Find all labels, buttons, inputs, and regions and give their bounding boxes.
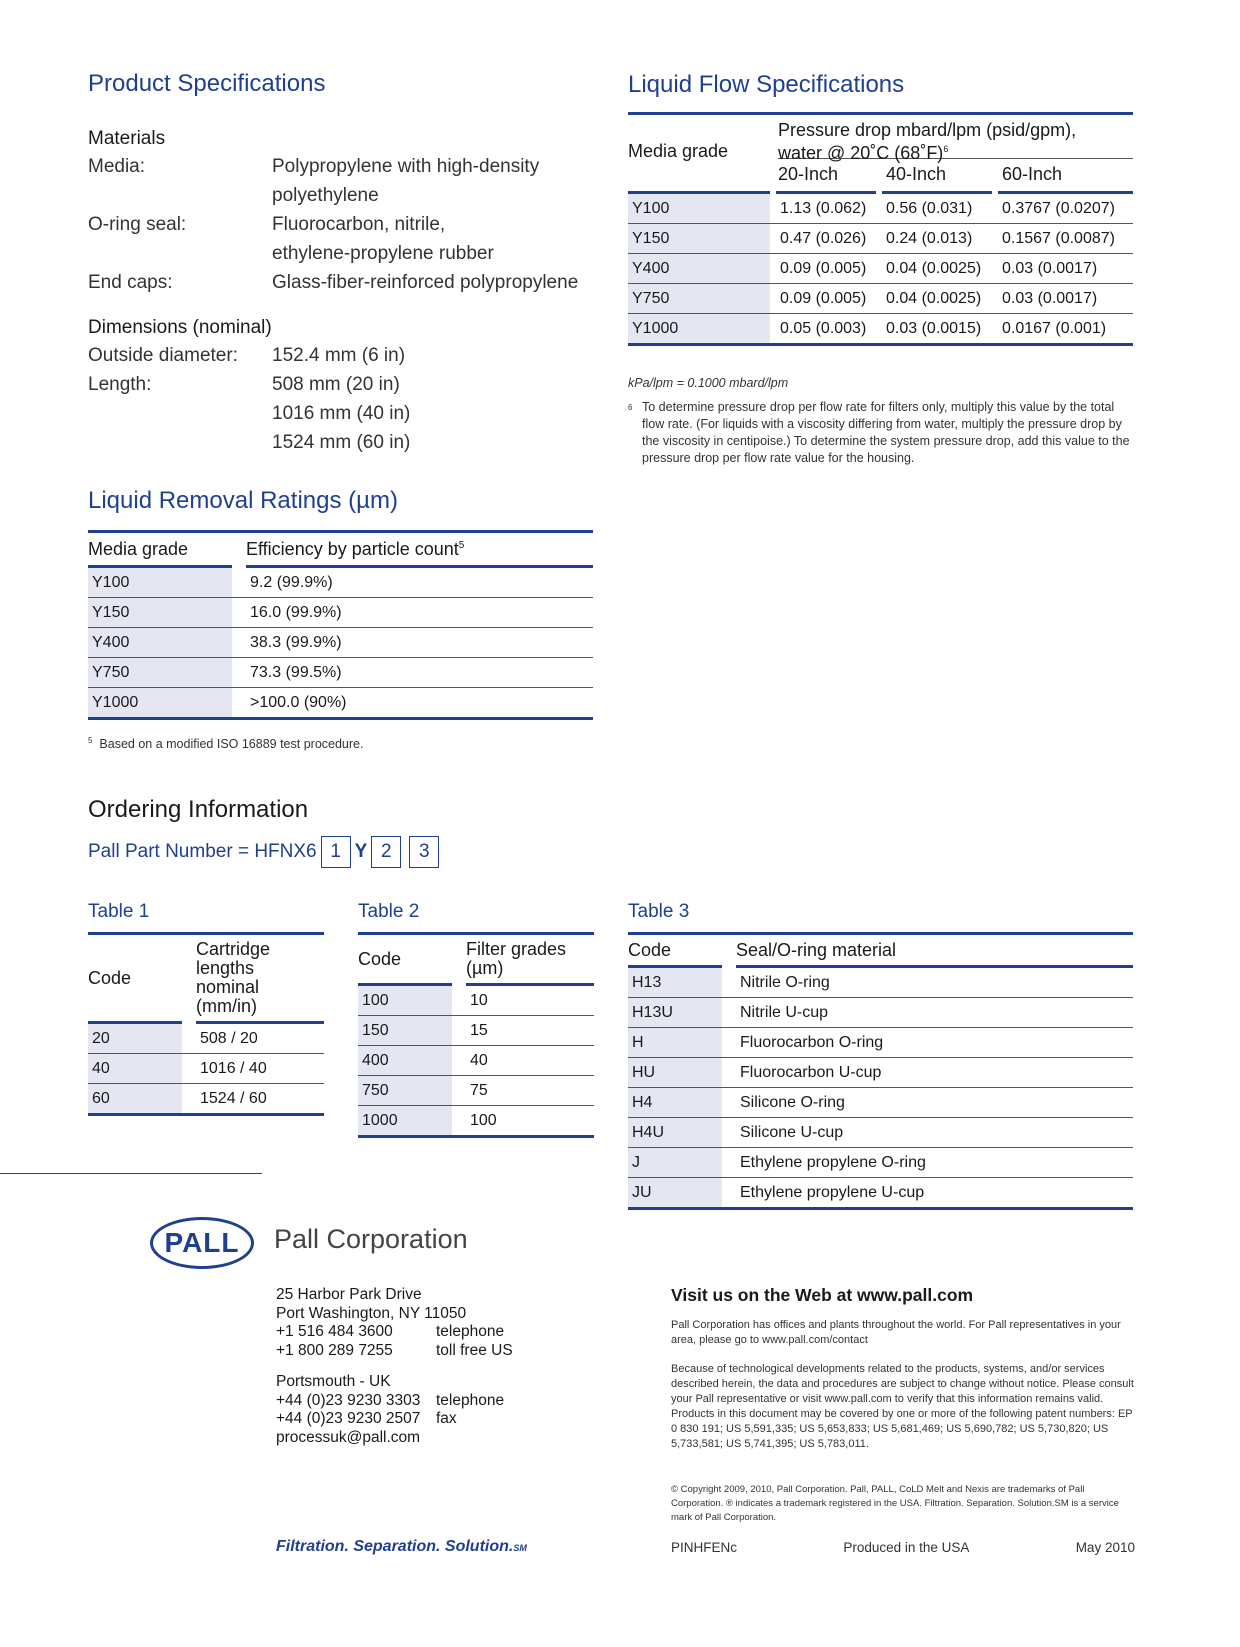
web-para-2: Because of technological developments related to the products, systems, and/or services described herein, the data and procedures are subject to change without notice. Please consult your Pall representative or visit www.pall.com to verify that this information remains valid. Products in this document may be covered by one or more of the following patent numbers: EP 0 830 191; US 5,591,335; US 5,653,833; US 5,681,469; US 5,690,782; US 5,730,820; US 5,733,581; US 5,741,395; US 5,783,011. [671, 1363, 1134, 1450]
table-cell: Fluorocarbon O-ring [740, 1033, 884, 1051]
table-row [88, 568, 593, 598]
spec-label: End caps: [88, 272, 173, 293]
table-cell: 73.3 (99.5%) [250, 663, 342, 681]
spec-value: polyethylene [272, 185, 379, 206]
table-cell: 40 [88, 1054, 182, 1083]
phone-number: +1 800 289 7255 [276, 1341, 393, 1359]
table-cell: H13U [628, 998, 722, 1027]
company-name: Pall Corporation [274, 1224, 468, 1254]
table-cell: 0.04 (0.0025) [886, 259, 982, 277]
flow-table [628, 112, 1133, 346]
table-row [358, 1106, 594, 1135]
table-cell: Nitrile U-cup [740, 1003, 829, 1021]
table-row [628, 1028, 1133, 1058]
table-cell: Y750 [628, 284, 770, 313]
table-cell: Fluorocarbon U-cup [740, 1063, 882, 1081]
table1-col-code: Code [88, 967, 132, 988]
table-cell: 0.09 (0.005) [780, 259, 867, 277]
phone-number: +1 516 484 3600 [276, 1323, 393, 1340]
table-cell: 1524 / 60 [200, 1089, 267, 1107]
table-row [628, 998, 1133, 1028]
spec-value: Glass-fiber-reinforced polypropylene [272, 272, 579, 293]
table-cell: JU [628, 1178, 722, 1207]
table-cell: 0.03 (0.0015) [886, 319, 982, 337]
table3-header [628, 932, 1133, 965]
spec-value: 508 mm (20 in) [272, 374, 400, 395]
removal-col-efficiency: Efficiency by particle count$^5$ [246, 538, 465, 559]
table-cell: 16.0 (99.9%) [250, 603, 342, 621]
table-row [628, 1088, 1133, 1118]
spec-label: Outside diameter: [88, 345, 238, 366]
part-box-2: 2 [371, 836, 401, 868]
doc-code: PINHFENc [671, 1540, 738, 1555]
table-cell: 60 [88, 1084, 182, 1113]
flow-subcol: 40-Inch [886, 163, 947, 184]
part-box-1: 1 [321, 836, 351, 868]
table-row [628, 1118, 1133, 1148]
table-cell: 750 [358, 1076, 452, 1105]
logo-text: PALL [164, 1227, 240, 1258]
materials-heading: Materials [88, 128, 166, 149]
table3 [628, 932, 1133, 1210]
part-prefix: Pall Part Number = HFNX6 [88, 841, 317, 863]
copyright: © Copyright 2009, 2010, Pall Corporation. Pall, PALL, CoLD Melt and Nexis are trademarks of Pall Corporation. ® indicates a trademark registered in the USA. Filtration. Separation. Solution.SM is a service mark of Pall Corporation. [671, 1484, 1119, 1523]
phone-number: +44 (0)23 9230 3303 [276, 1391, 421, 1409]
flow-subheader [778, 159, 1133, 189]
phone-label: telephone [436, 1391, 505, 1409]
table-row [88, 1024, 324, 1054]
tagline: Filtration. Separation. Solution.SM [276, 1538, 527, 1555]
produced-in: Produced in the USA [843, 1540, 970, 1555]
dimensions-heading: Dimensions (nominal) [88, 317, 272, 338]
table-cell: 1.13 (0.062) [780, 199, 867, 217]
flow-title: Liquid Flow Specifications [628, 71, 905, 98]
table-cell: HU [628, 1058, 722, 1087]
uk-email[interactable]: processuk@pall.com [276, 1428, 421, 1446]
spec-value: 1524 mm (60 in) [272, 432, 411, 453]
table-cell: 100 [470, 1111, 497, 1129]
table-row [88, 658, 593, 688]
table-row [88, 1084, 324, 1113]
table-cell: Y400 [88, 628, 232, 657]
spec-label: O-ring seal: [88, 214, 187, 235]
table-cell: 0.3767 (0.0207) [1002, 199, 1115, 217]
flow-body [628, 194, 1133, 346]
pall-logo [150, 1217, 254, 1269]
table-cell: Y150 [88, 598, 232, 627]
table-cell: 0.0167 (0.001) [1002, 319, 1107, 337]
table1-body [88, 1024, 324, 1116]
table-row [88, 628, 593, 658]
table-cell: Y1000 [628, 314, 770, 343]
table-cell: Y400 [628, 254, 770, 283]
flow-footnote: 6 To determine pressure drop per flow rate for filters only, multiply this value by the total flow rate. (For liquids with a viscosity differing from water, multiply the pressure drop by the viscosity in centipoise.) To determine the system pressure drop, add this value to the pressure drop per flow rate value for the housing. [628, 400, 1130, 465]
table2-header [358, 932, 594, 983]
table-cell: 508 / 20 [200, 1029, 258, 1047]
uk-heading: Portsmouth - UK [276, 1373, 391, 1390]
table-row [358, 986, 594, 1016]
table3-col-material: Seal/O-ring material [736, 939, 897, 960]
table-cell: H4 [628, 1088, 722, 1117]
table-cell: 10 [470, 991, 488, 1009]
table-row [628, 1058, 1133, 1088]
table-row [358, 1046, 594, 1076]
table-row [88, 598, 593, 628]
footer-divider [0, 1173, 262, 1174]
table2-title: Table 2 [358, 901, 420, 922]
table-cell: Ethylene propylene O-ring [740, 1153, 926, 1171]
table-cell: Y100 [88, 568, 232, 597]
address-line: 25 Harbor Park Drive [276, 1286, 422, 1303]
table-cell: J [628, 1148, 722, 1177]
table-cell: 0.05 (0.003) [780, 319, 867, 337]
table-cell: Y100 [628, 194, 770, 223]
table-cell: 75 [470, 1081, 488, 1099]
spec-value: Fluorocarbon, nitrile, [272, 214, 446, 235]
table-cell: Silicone O-ring [740, 1093, 845, 1111]
materials-list [88, 152, 578, 297]
phone-label: telephone [436, 1323, 505, 1340]
table-cell: 0.03 (0.0017) [1002, 289, 1098, 307]
table-cell: 100 [358, 986, 452, 1015]
spec-value: ethylene-propylene rubber [272, 243, 494, 264]
table2-body [358, 986, 594, 1138]
flow-col-pressure: Pressure drop mbard/lpm (psid/gpm), water @ 20˚C (68˚F)$^6$ [778, 115, 1133, 159]
table-cell: 0.47 (0.026) [780, 229, 867, 247]
removal-body [88, 568, 593, 720]
flow-subcol: 60-Inch [1002, 163, 1063, 184]
table-cell: Y1000 [88, 688, 232, 717]
table2-col-grade: Filter grades (µm) [466, 939, 567, 978]
spec-value: Polypropylene with high-density [272, 156, 540, 177]
table-row [88, 1054, 324, 1084]
web-heading[interactable]: Visit us on the Web at www.pall.com [671, 1285, 974, 1305]
doc-date: May 2010 [1075, 1540, 1135, 1555]
spec-label: Length: [88, 374, 152, 395]
ordering-title: Ordering Information [88, 796, 309, 823]
table-row [628, 284, 1133, 314]
table-cell: 1000 [358, 1106, 452, 1135]
table-row [358, 1016, 594, 1046]
table-cell: Y750 [88, 658, 232, 687]
table3-title: Table 3 [628, 901, 690, 922]
table-row [628, 314, 1133, 343]
phone-label: fax [436, 1410, 457, 1427]
part-box-3: 3 [409, 836, 439, 868]
table-cell: Ethylene propylene U-cup [740, 1183, 925, 1201]
part-number [88, 836, 443, 868]
spec-value: 1016 mm (40 in) [272, 403, 411, 424]
table1 [88, 932, 324, 1116]
table-cell: 0.24 (0.013) [886, 229, 973, 247]
table-cell: 0.56 (0.031) [886, 199, 973, 217]
table-cell: 40 [470, 1051, 488, 1069]
table-cell: Nitrile O-ring [740, 973, 830, 991]
table-cell: 15 [470, 1021, 488, 1039]
flow-col-media: Media grade [628, 140, 729, 161]
flow-header [628, 112, 1133, 191]
address-line: Port Washington, NY 11050 [276, 1304, 467, 1322]
table-cell: 20 [88, 1024, 182, 1053]
footer-meta [671, 1540, 1135, 1555]
table-cell: 0.04 (0.0025) [886, 289, 982, 307]
table-cell: H13 [628, 968, 722, 997]
phone-number: +44 (0)23 9230 2507 [276, 1410, 421, 1427]
flow-subcol: 20-Inch [778, 163, 839, 184]
spec-label: Media: [88, 156, 146, 177]
table-row [628, 224, 1133, 254]
table2 [358, 932, 594, 1138]
table-cell: 0.1567 (0.0087) [1002, 229, 1115, 247]
table-row [628, 1178, 1133, 1207]
phone-label: toll free US [436, 1341, 513, 1359]
table-cell: Silicone U-cup [740, 1123, 844, 1141]
table-row [358, 1076, 594, 1106]
table1-col-length: Cartridge lengths nominal (mm/in) [196, 939, 271, 1016]
removal-header [88, 530, 593, 565]
table-cell: 9.2 (99.9%) [250, 573, 333, 591]
table-cell: H4U [628, 1118, 722, 1147]
table-cell: 0.03 (0.0017) [1002, 259, 1098, 277]
table-cell: H [628, 1028, 722, 1057]
spec-value: 152.4 mm (6 in) [272, 345, 406, 366]
removal-col-media: Media grade [88, 538, 189, 559]
table3-col-code: Code [628, 939, 672, 960]
web-para-1: Pall Corporation has offices and plants throughout the world. For Pall representatives in your area, please go to www.pall.com/contact [671, 1319, 1121, 1346]
table-row [88, 688, 593, 717]
table-cell: 38.3 (99.9%) [250, 633, 342, 651]
flow-unit-note: kPa/lpm = 0.1000 mbard/lpm [628, 376, 789, 390]
removal-title: Liquid Removal Ratings (µm) [88, 487, 398, 514]
table2-col-code: Code [358, 948, 402, 969]
table-row [628, 194, 1133, 224]
table-cell: 150 [358, 1016, 452, 1045]
table-cell: 1016 / 40 [200, 1059, 267, 1077]
contact-us [276, 1286, 513, 1447]
table-cell: 400 [358, 1046, 452, 1075]
dimensions-list [88, 341, 410, 457]
table1-header [88, 932, 324, 1021]
part-mid: Y [354, 841, 368, 863]
removal-table [88, 530, 593, 720]
table-row [628, 254, 1133, 284]
table1-title: Table 1 [88, 901, 150, 922]
table-row [628, 968, 1133, 998]
table3-body [628, 968, 1133, 1210]
removal-footnote: $^5$ Based on a modified ISO 16889 test procedure. [88, 736, 364, 752]
table-row [628, 1148, 1133, 1178]
product-specs-title: Product Specifications [88, 70, 326, 97]
table-cell: >100.0 (90%) [250, 693, 347, 711]
table-cell: 0.09 (0.005) [780, 289, 867, 307]
table-cell: Y150 [628, 224, 770, 253]
